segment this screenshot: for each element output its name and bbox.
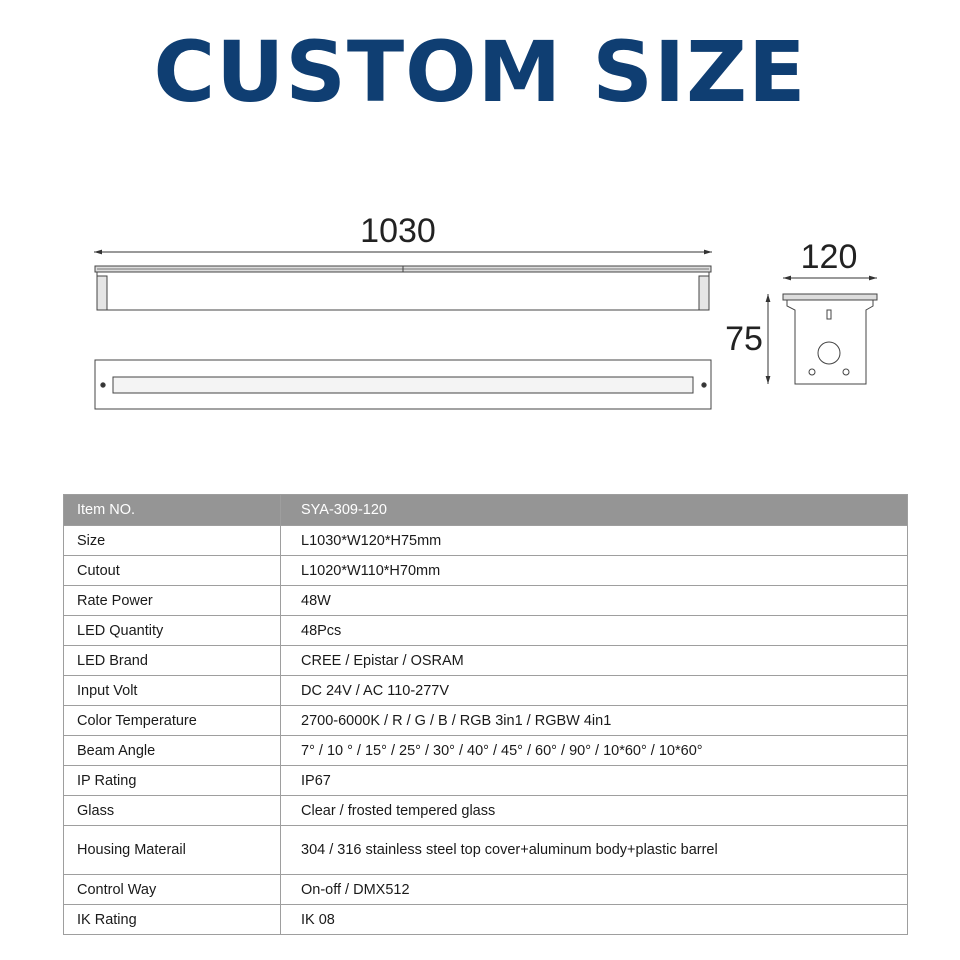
row-value: Clear / frosted tempered glass: [281, 796, 908, 826]
table-row: [64, 875, 908, 905]
table-row: [64, 826, 908, 875]
row-label: Input Volt: [64, 676, 281, 706]
row-value: On-off / DMX512: [281, 875, 908, 905]
width-dimension-label: 120: [800, 238, 858, 276]
table-header-row: [64, 495, 908, 526]
row-value: 2700-6000K / R / G / B / RGB 3in1 / RGBW 4in1: [281, 706, 908, 736]
end-view: [783, 294, 877, 384]
row-value: L1020*W110*H70mm: [281, 556, 908, 586]
table-row: [64, 646, 908, 676]
side-view: [95, 266, 711, 310]
height-dimension-label: 75: [725, 320, 763, 358]
row-label: Glass: [64, 796, 281, 826]
header-label: Item NO.: [64, 495, 281, 526]
table-row: [64, 766, 908, 796]
table-row: [64, 736, 908, 766]
table-row: [64, 796, 908, 826]
table-row: [64, 706, 908, 736]
row-value: IP67: [281, 766, 908, 796]
row-label: Color Temperature: [64, 706, 281, 736]
table-row: [64, 905, 908, 935]
row-value: 48W: [281, 586, 908, 616]
row-label: LED Quantity: [64, 616, 281, 646]
row-label: Cutout: [64, 556, 281, 586]
row-label: Size: [64, 526, 281, 556]
row-label: Beam Angle: [64, 736, 281, 766]
technical-drawing: [0, 200, 960, 440]
row-label: IP Rating: [64, 766, 281, 796]
row-value: 48Pcs: [281, 616, 908, 646]
row-label: Control Way: [64, 875, 281, 905]
length-dimension-label: 1030: [360, 212, 436, 250]
row-value: 7° / 10 ° / 15° / 25° / 30° / 40° / 45° / 60° / 90° / 10*60° / 10*60°: [281, 736, 908, 766]
row-label: Housing Materail: [64, 826, 281, 875]
row-label: Rate Power: [64, 586, 281, 616]
table-row: [64, 556, 908, 586]
spec-table: [63, 494, 908, 935]
header-value: SYA-309-120: [281, 495, 908, 526]
row-value: IK 08: [281, 905, 908, 935]
row-label: IK Rating: [64, 905, 281, 935]
page-title: CUSTOM SIZE: [153, 23, 807, 121]
table-row: [64, 586, 908, 616]
row-value: L1030*W120*H75mm: [281, 526, 908, 556]
row-value: DC 24V / AC 110-277V: [281, 676, 908, 706]
table-row: [64, 526, 908, 556]
row-value: 304 / 316 stainless steel top cover+aluminum body+plastic barrel: [281, 826, 908, 875]
top-view: [95, 360, 711, 409]
row-value: CREE / Epistar / OSRAM: [281, 646, 908, 676]
table-row: [64, 616, 908, 646]
table-row: [64, 676, 908, 706]
row-label: LED Brand: [64, 646, 281, 676]
